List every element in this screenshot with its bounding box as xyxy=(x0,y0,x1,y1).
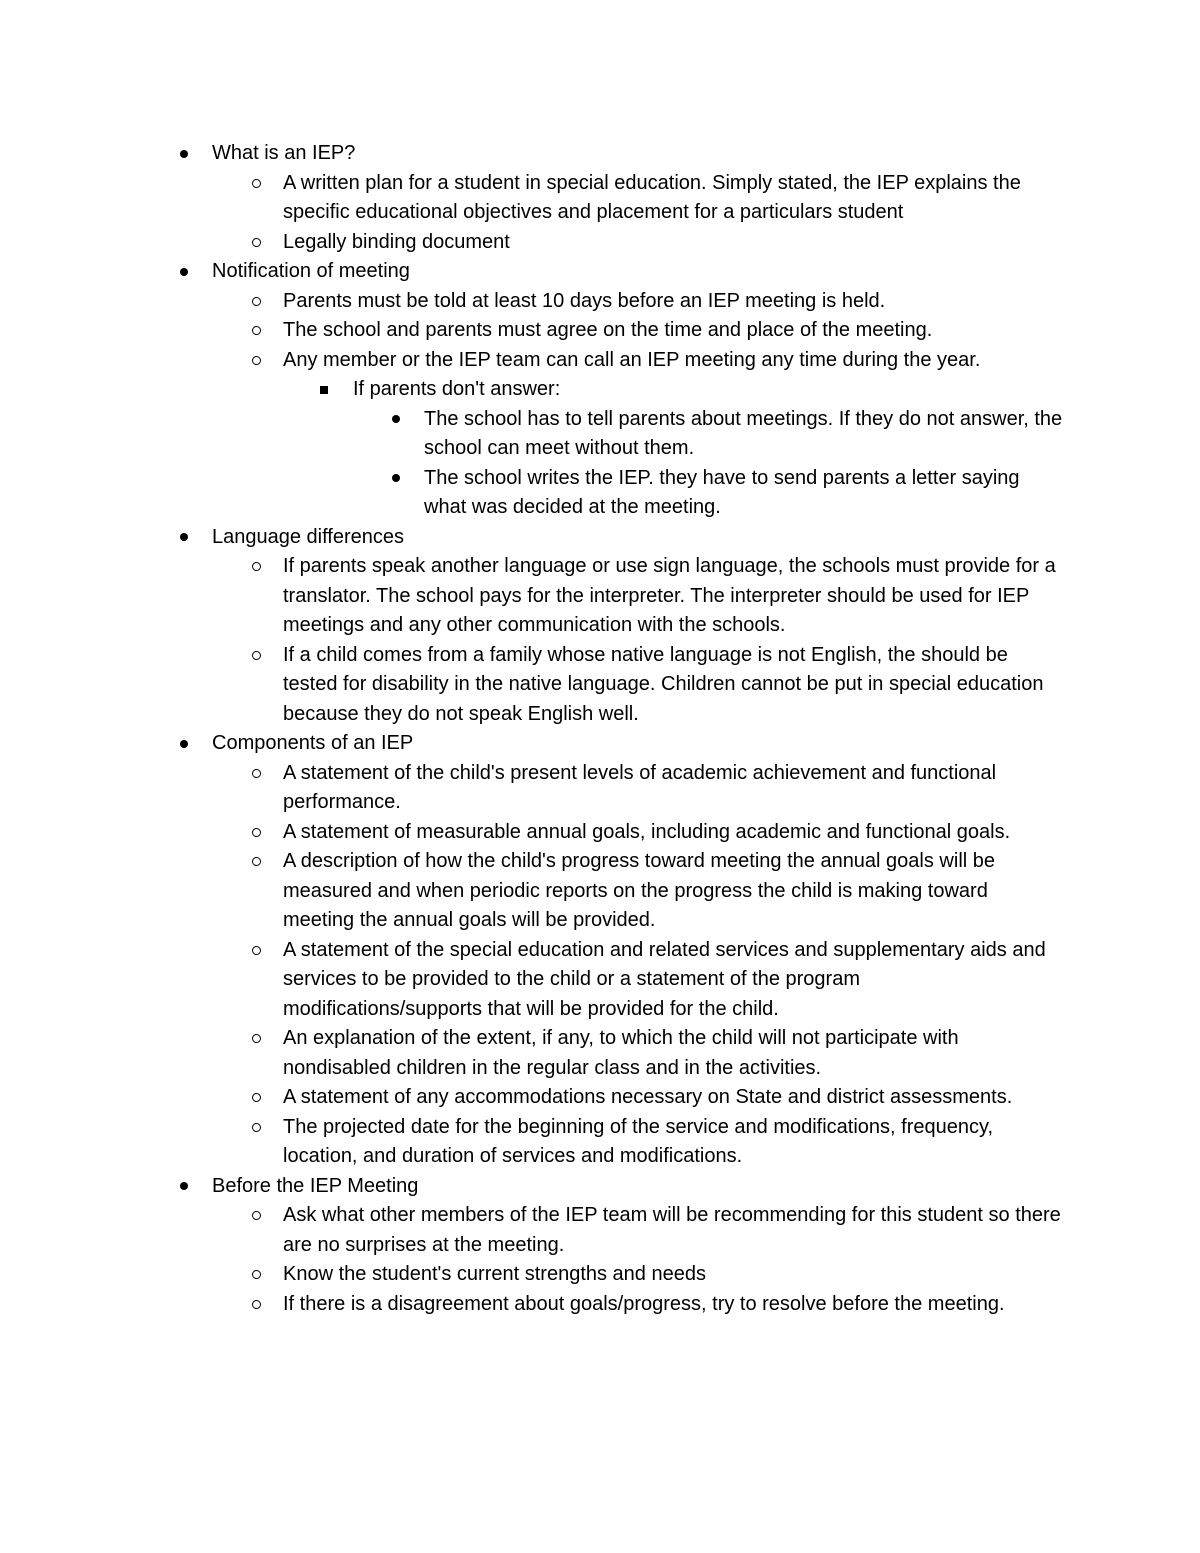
outline-item-level-1 xyxy=(0,287,1063,317)
disc-bullet-icon xyxy=(386,464,406,494)
circle-bullet-icon xyxy=(246,1113,266,1143)
outline-item-level-3 xyxy=(0,405,1064,464)
outline-item-text: If a child comes from a family whose native language is not English, the should be tested for disability in the native language. Children cannot be put in special education because they do not speak English well. xyxy=(283,643,1044,725)
circle-bullet-icon xyxy=(246,847,266,877)
square-bullet-icon xyxy=(314,375,334,405)
outline-item-level-1 xyxy=(0,346,1063,376)
outline-item-level-0 xyxy=(0,257,1052,287)
outline-item-level-1 xyxy=(0,1201,1063,1260)
outline-item-text: A written plan for a student in special education. Simply stated, the IEP explains the specific educational objectives and placement for a particulars student xyxy=(283,171,1021,223)
outline-item-text: A statement of any accommodations necessary on State and district assessments. xyxy=(283,1086,1013,1108)
disc-bullet-icon xyxy=(174,523,194,553)
disc-bullet-icon xyxy=(174,139,194,169)
outline-item-text: A statement of measurable annual goals, including academic and functional goals. xyxy=(283,820,1011,843)
circle-bullet-icon xyxy=(246,346,266,376)
disc-bullet-icon xyxy=(174,729,194,759)
outline-item-level-0 xyxy=(0,523,1052,553)
circle-bullet-icon xyxy=(246,641,266,671)
outline-item-text: The school writes the IEP. they have to send parents a letter saying what was decided at the meeting. xyxy=(424,466,1020,518)
outline-item-text: Components of an IEP xyxy=(212,732,414,754)
outline-item-text: Language differences xyxy=(212,525,405,548)
outline-item-text: What is an IEP? xyxy=(212,142,356,164)
outline-item-text: The school has to tell parents about meetings. If they do not answer, the school can meet without them. xyxy=(424,407,1063,459)
circle-bullet-icon xyxy=(246,316,266,346)
outline-item-level-1 xyxy=(0,316,1063,346)
outline-item-level-0 xyxy=(0,1172,1052,1202)
outline-item-level-1 xyxy=(0,847,1063,936)
outline-item-text: Parents must be told at least 10 days before an IEP meeting is held. xyxy=(283,289,886,312)
circle-bullet-icon xyxy=(246,818,266,848)
outline-item-level-1 xyxy=(0,552,1063,641)
outline-item-level-0 xyxy=(0,729,1052,759)
document-outline xyxy=(0,139,1200,1319)
outline-item-level-1 xyxy=(0,169,1063,228)
circle-bullet-icon xyxy=(246,936,266,966)
circle-bullet-icon xyxy=(246,1083,266,1113)
outline-item-text: Any member or the IEP team can call an IEP meeting any time during the year. xyxy=(283,348,981,371)
circle-bullet-icon xyxy=(246,759,266,789)
disc-bullet-icon xyxy=(174,257,194,287)
outline-item-text: A statement of the child's present levels of academic achievement and functional performance. xyxy=(283,761,997,813)
circle-bullet-icon xyxy=(246,228,266,258)
outline-item-text: A description of how the child's progress toward meeting the annual goals will be measured and when periodic reports on the progress the child is making toward meeting the annual goals will be provided. xyxy=(283,850,996,931)
outline-item-level-1 xyxy=(0,759,1063,818)
outline-item-text: If parents speak another language or use sign language, the schools must provide for a translator. The school pays for the interpreter. The interpreter should be used for IEP meetings and any other communication with the schools. xyxy=(283,555,1056,636)
circle-bullet-icon xyxy=(246,169,266,199)
outline-item-level-1 xyxy=(0,1113,1063,1172)
circle-bullet-icon xyxy=(246,1290,266,1320)
circle-bullet-icon xyxy=(246,1260,266,1290)
circle-bullet-icon xyxy=(246,1201,266,1231)
outline-item-level-1 xyxy=(0,1260,1063,1290)
outline-item-text: Notification of meeting xyxy=(212,260,410,282)
outline-item-text: Legally binding document xyxy=(283,230,510,253)
outline-item-level-1 xyxy=(0,1290,1063,1320)
outline-item-level-1 xyxy=(0,936,1063,1025)
circle-bullet-icon xyxy=(246,552,266,582)
outline-item-text: The projected date for the beginning of the service and modifications, frequency, location, and duration of services and modifications. xyxy=(283,1115,994,1167)
outline-item-level-1 xyxy=(0,818,1063,848)
outline-item-level-3 xyxy=(0,464,1064,523)
outline-item-level-1 xyxy=(0,641,1063,730)
outline-item-text: A statement of the special education and related services and supplementary aids and services to be provided to the child or a statement of the program modifications/supports that will be provided for the child. xyxy=(283,938,1046,1020)
outline-item-text: If there is a disagreement about goals/progress, try to resolve before the meeting. xyxy=(283,1292,1005,1315)
outline-item-text: Ask what other members of the IEP team will be recommending for this student so there are no surprises at the meeting. xyxy=(283,1204,1061,1256)
outline-item-text: If parents don't answer: xyxy=(353,378,561,400)
outline-item-text: The school and parents must agree on the time and place of the meeting. xyxy=(283,319,933,341)
outline-item-text: Know the student's current strengths and needs xyxy=(283,1263,706,1285)
outline-item-level-0 xyxy=(0,139,1052,169)
circle-bullet-icon xyxy=(246,287,266,317)
outline-item-level-1 xyxy=(0,1024,1063,1083)
outline-item-level-2 xyxy=(0,375,1053,405)
disc-bullet-icon xyxy=(386,405,406,435)
outline-item-text: An explanation of the extent, if any, to which the child will not participate with nondisabled children in the regular class and in the activities. xyxy=(283,1027,959,1079)
outline-item-level-1 xyxy=(0,1083,1063,1113)
disc-bullet-icon xyxy=(174,1172,194,1202)
outline-item-text: Before the IEP Meeting xyxy=(212,1174,419,1197)
circle-bullet-icon xyxy=(246,1024,266,1054)
outline-item-level-1 xyxy=(0,228,1063,258)
